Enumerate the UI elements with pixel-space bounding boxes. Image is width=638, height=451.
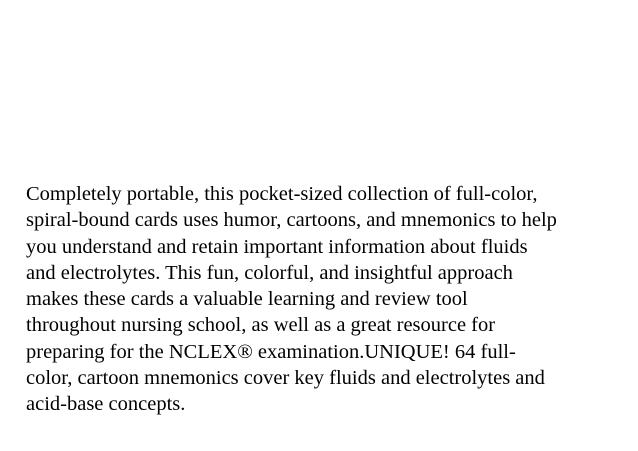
description-line-4: and electrolytes. This fun, colorful, and insightful approach [26,261,513,284]
description-line-3: you understand and retain important information about fluids [26,235,528,258]
description-paragraph [26,181,626,418]
description-line-5: makes these cards a valuable learning and review tool [26,288,468,311]
description-line-6: throughout nursing school, as well as a great resource for [26,314,496,337]
description-line-9: acid-base concepts. [26,393,186,416]
description-line-8: color, cartoon mnemonics cover key fluids and electrolytes and [26,367,545,390]
description-line-2: spiral-bound cards uses humor, cartoons, and mnemonics to help [26,209,557,232]
description-line-1: Completely portable, this pocket-sized collection of full-color, [26,183,538,205]
description-line-7: preparing for the NCLEX® examination.UNIQUE! 64 full- [26,340,516,363]
